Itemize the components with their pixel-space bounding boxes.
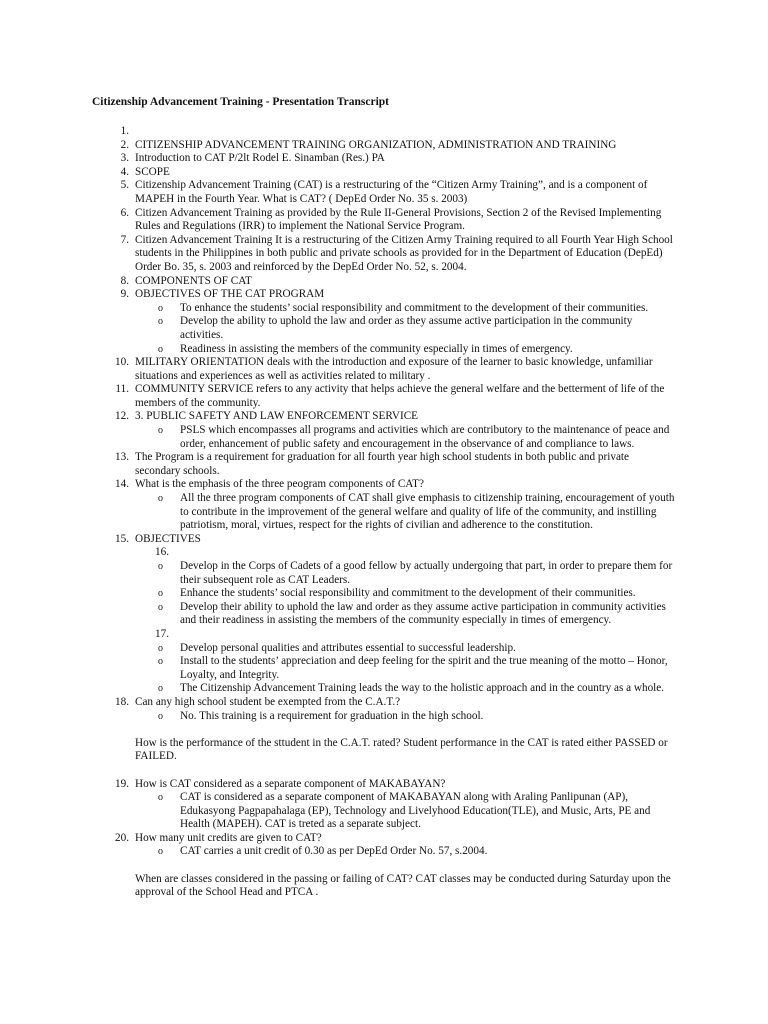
list-item [110,478,675,492]
bullet-icon: o [158,792,163,804]
bullet-icon: o [158,710,163,722]
bullet-icon: o [158,656,163,668]
item-text: CITIZENSHIP ADVANCEMENT TRAINING ORGANIZATION, ADMINISTRATION AND TRAINING [135,138,617,151]
item-text: OBJECTIVES [135,532,201,545]
item-text: Citizenship Advancement Training (CAT) is a restructuring of the “Citizen Army Training”, and is a component of MAPEH in the Fourth Year. What is CAT? ( DepEd Order No. 35 s. 2003) [135,179,648,205]
item-number: 2. [120,138,129,151]
bullet-icon: o [158,846,163,858]
item-text: MILITARY ORIENTATION deals with the introduction and exposure of the learner to basic knowledge, unfamiliar situations and experiences as well as activities related to military . [135,356,653,382]
spacer [110,723,675,737]
item-number: 3. [120,152,129,165]
item-text: Citizen Advancement Training as provided by the Rule II-General Provisions, Section 2 of the Revised Implementing Rules and Regulations (IRR) to implement the National Service Program. [135,206,662,233]
sub-bullet-text: Enhance the students’ social responsibility and commitment to the development of their communities. [180,587,636,600]
item-number: 20. [115,831,129,844]
sub-bullet [110,601,675,628]
sub-bullet [110,845,675,859]
list-item [110,451,675,478]
item-number: 9. [120,288,129,301]
document-title: Citizenship Advancement Training - Presentation Transcript [92,96,389,108]
item-number: 14. [115,478,129,491]
sub-bullet-text: All the three program components of CAT shall give emphasis to citizenship training, encouragement of youth to contribute in the improvement of the general welfare and quality of life of the community, and instilling patriotism, moral, virtues, respect for the rights of civilian and adherence to the constitution. [180,492,675,532]
nested-number-text: 16. [155,546,169,559]
sub-bullet-text: Readiness in assisting the members of the community especially in times of emergency. [180,342,573,355]
sub-bullet-text: No. This training is a requirement for graduation in the high school. [180,709,484,722]
sub-bullet-text: Install to the students’ appreciation and deep feeling for the spirit and the true meaning of the motto – Honor, Loyalty, and Integrity. [180,655,668,681]
list-item [110,234,675,275]
sub-bullet-text: Develop the ability to uphold the law and order as they assume active participation in the community activities. [180,315,633,341]
bullet-icon: o [158,683,163,695]
sub-bullet-text: PSLS which encompasses all programs and activities which are contributory to the maintenance of peace and order, enhancement of public safety and encouragement in the observance of and compliance to laws. [180,424,670,450]
nested-number [110,628,675,642]
item-text: COMPONENTS OF CAT [135,274,252,287]
item-number: 8. [120,274,129,287]
sub-bullet [110,682,675,696]
list-item [110,125,675,139]
item-text: How is CAT considered as a separate component of MAKABAYAN? [135,777,446,790]
bullet-icon: o [158,588,163,600]
item-text: Can any high school student be exempted from the C.A.T.? [135,695,401,708]
item-text: OBJECTIVES OF THE CAT PROGRAM [135,288,325,301]
sub-bullet [110,560,675,587]
item-number: 13. [115,451,129,464]
sub-bullet [110,710,675,724]
sub-bullet-text: CAT carries a unit credit of 0.30 as per DepEd Order No. 57, s.2004. [180,845,488,858]
list-item [110,207,675,234]
item-number: 6. [120,206,129,219]
sub-bullet [110,343,675,357]
item-text: What is the emphasis of the three peogram components of CAT? [135,478,424,491]
list-item [110,533,675,547]
sub-bullet-text: Develop personal qualities and attributes essential to successful leadership. [180,641,516,654]
bullet-icon: o [158,302,163,314]
item-number: 15. [115,532,129,545]
sub-bullet [110,424,675,451]
list-item [110,166,675,180]
sub-bullet [110,642,675,656]
transcript-list [110,125,675,900]
bullet-icon: o [158,601,163,613]
spacer [110,859,675,873]
item-number: 5. [120,179,129,192]
sub-bullet-text: Develop their ability to uphold the law and order as they assume active participation in community activities and their readiness in assisting the members of the community especially in times of emergency. [180,600,666,627]
item-text: Citizen Advancement Training It is a restructuring of the Citizen Army Training required to all Fourth Year High School students in the Philippines in both public and private schools as provided for in the Department of Education (DepEd) Order Bo. 35, s. 2003 and reinforced by the DepEd Order No. 52, s. 2004. [135,233,673,273]
list-item [110,356,675,383]
list-item [110,778,675,792]
item-text: How many unit credits are given to CAT? [135,831,322,844]
list-item [110,139,675,153]
bullet-icon: o [158,343,163,355]
item-text: Introduction to CAT P/2lt Rodel E. Sinamban (Res.) PA [135,152,385,165]
list-item [110,179,675,206]
list-item [110,288,675,302]
list-item [110,410,675,424]
list-item [110,275,675,289]
list-item [110,832,675,846]
bullet-icon: o [158,316,163,328]
sub-bullet [110,791,675,832]
item-number: 10. [115,356,129,369]
list-item [110,383,675,410]
sub-bullet [110,655,675,682]
sub-bullet [110,315,675,342]
sub-bullet-text: Develop in the Corps of Cadets of a good fellow by actually undergoing that part, in order to prepare them for their subsequent role as CAT Leaders. [180,560,673,586]
list-item [110,152,675,166]
nested-number-text: 17. [155,627,169,640]
sub-bullet [110,587,675,601]
item-number: 4. [120,165,129,178]
bullet-icon: o [158,642,163,654]
bullet-icon: o [158,425,163,437]
nested-number [110,546,675,560]
spacer [110,764,675,778]
bullet-icon: o [158,561,163,572]
sub-bullet [110,492,675,533]
item-number: 19. [115,777,129,790]
item-number: 11. [115,383,129,396]
list-item [110,696,675,710]
paragraph: When are classes considered in the passing or failing of CAT? CAT classes may be conducted during Saturday upon the approval of the School Head and PTCA . [135,872,671,899]
item-number: 7. [120,233,129,246]
item-text: 3. PUBLIC SAFETY AND LAW ENFORCEMENT SERVICE [135,410,418,423]
sub-bullet-text: To enhance the students’ social responsibility and commitment to the development of their communities. [180,301,649,314]
item-number: 18. [115,695,129,708]
bullet-icon: o [158,493,163,505]
item-number: 1. [120,125,129,137]
sub-bullet-text: The Citizenship Advancement Training leads the way to the holistic approach and in the country as a whole. [180,682,665,695]
sub-bullet-text: CAT is considered as a separate component of MAKABAYAN along with Araling Panlipunan (AP), Edukasyong Pagpapahalaga (EP), Technology and Livelyhood Education(TLE), and Music, Arts, PE and Health (MAPEH). CAT is treted as a separate subject. [180,791,651,831]
item-text: SCOPE [135,165,170,178]
item-text: The Program is a requirement for graduation for all fourth year high school students in both public and private secondary schools. [135,451,629,477]
paragraph: How is the performance of the sttudent in the C.A.T. rated? Student performance in the CAT is rated either PASSED or FAILED. [135,736,668,763]
sub-bullet [110,302,675,316]
item-number: 12. [115,410,129,423]
item-text: COMMUNITY SERVICE refers to any activity that helps achieve the general welfare and the betterment of life of the members of the community. [135,383,665,409]
